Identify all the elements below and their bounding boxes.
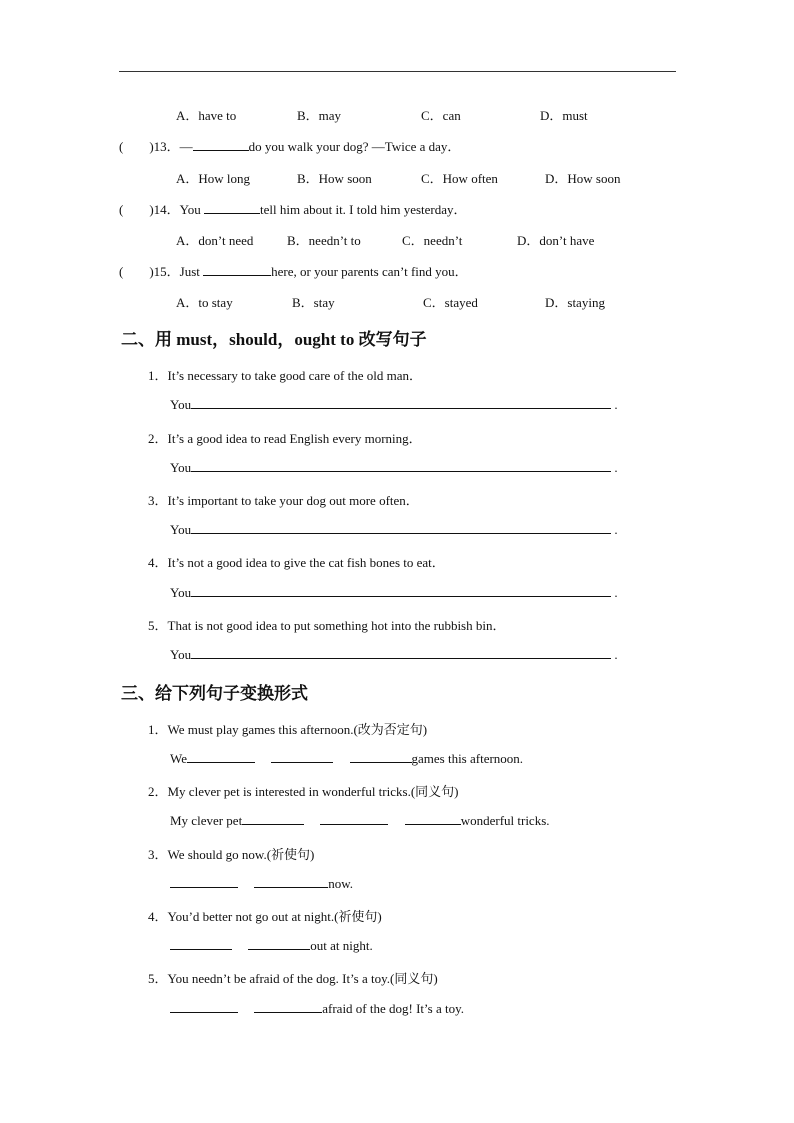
question-14-number: ( )14．You	[119, 202, 204, 217]
answer-end: .	[614, 397, 618, 412]
answer-prefix: My clever pet	[170, 813, 243, 828]
rewrite-question-5: 5．That is not good idea to put something hot into the rubbish bin．	[148, 618, 506, 633]
answer-prefix: You	[170, 647, 192, 662]
answer-prefix: We	[170, 751, 187, 766]
section-3-title: 三、给下列句子变换形式	[121, 684, 308, 703]
answer-prefix: You	[170, 397, 192, 412]
question-13-number: ( )13．—	[119, 139, 193, 154]
answer-suffix: afraid of the dog! It’s a toy.	[322, 1001, 464, 1016]
answer-blank[interactable]	[170, 937, 232, 950]
answer-blank[interactable]	[320, 812, 388, 825]
rewrite-question-2: 2．It’s a good idea to read English every morning．	[148, 431, 422, 446]
question-15	[119, 261, 468, 280]
answer-line[interactable]	[191, 396, 611, 409]
answer-blank[interactable]	[271, 750, 333, 763]
question-15-text: here, or your parents can’t find you．	[271, 264, 468, 279]
option-a: A．How long	[176, 171, 251, 186]
answer-blank[interactable]	[248, 937, 310, 950]
question-14	[119, 199, 467, 218]
answer-blank[interactable]	[405, 812, 461, 825]
answer-blank[interactable]	[204, 201, 260, 214]
transform-question-2: 2．My clever pet is interested in wonderful tricks.(同义句)	[148, 784, 459, 799]
option-c: C．stayed	[423, 295, 478, 310]
transform-question-3: 3．We should go now.(祈使句)	[148, 847, 315, 862]
transform-answer-5	[170, 1000, 464, 1017]
answer-end: .	[614, 522, 618, 537]
transform-answer-2	[170, 812, 550, 829]
rewrite-question-1: 1．It’s necessary to take good care of the old man．	[148, 368, 422, 383]
option-a: A．have to	[176, 108, 237, 123]
rewrite-answer-2	[170, 459, 618, 476]
rewrite-question-4: 4．It’s not a good idea to give the cat fish bones to eat．	[148, 555, 445, 570]
rewrite-answer-5	[170, 646, 618, 663]
answer-line[interactable]	[191, 521, 611, 534]
option-b: B．may	[297, 108, 342, 123]
answer-blank[interactable]	[350, 750, 412, 763]
option-b: B．stay	[292, 295, 335, 310]
question-13-text: do you walk your dog? —Twice a day．	[248, 139, 461, 154]
transform-answer-4	[170, 937, 373, 954]
question-13	[119, 136, 460, 155]
answer-end: .	[614, 585, 618, 600]
answer-line[interactable]	[191, 459, 611, 472]
answer-prefix: You	[170, 585, 192, 600]
option-c: C．can	[421, 108, 461, 123]
option-c: C．needn’t	[402, 233, 463, 248]
answer-blank[interactable]	[254, 1000, 322, 1013]
transform-answer-3	[170, 875, 353, 892]
option-d: D．don’t have	[517, 233, 595, 248]
transform-question-5: 5．You needn’t be afraid of the dog. It’s a toy.(同义句)	[148, 971, 438, 986]
answer-line[interactable]	[191, 646, 611, 659]
question-15-number: ( )15．Just	[119, 264, 204, 279]
option-d: D．must	[540, 108, 588, 123]
rewrite-question-3: 3．It’s important to take your dog out more often．	[148, 493, 419, 508]
answer-blank[interactable]	[254, 875, 328, 888]
rewrite-answer-4	[170, 584, 618, 601]
answer-line[interactable]	[191, 584, 611, 597]
answer-suffix: out at night.	[310, 938, 373, 953]
option-a: A．don’t need	[176, 233, 254, 248]
option-b: B．How soon	[297, 171, 372, 186]
answer-suffix: games this afternoon.	[411, 751, 524, 766]
answer-suffix: now.	[328, 876, 354, 891]
answer-end: .	[614, 460, 618, 475]
answer-blank[interactable]	[242, 812, 304, 825]
rewrite-answer-3	[170, 521, 618, 538]
option-d: D．staying	[545, 295, 605, 310]
option-b: B．needn’t to	[287, 233, 361, 248]
answer-blank[interactable]	[170, 875, 238, 888]
answer-end: .	[614, 647, 618, 662]
transform-question-1: 1．We must play games this afternoon.(改为否定句)	[148, 722, 428, 737]
transform-question-4: 4．You’d better not go out at night.(祈使句)	[148, 909, 382, 924]
option-c: C．How often	[421, 171, 498, 186]
answer-prefix: You	[170, 460, 192, 475]
option-d: D．How soon	[545, 171, 621, 186]
section-2-title: 二、用 must，should，ought to 改写句子	[121, 330, 427, 349]
answer-blank[interactable]	[170, 1000, 238, 1013]
answer-suffix: wonderful tricks.	[460, 813, 550, 828]
rewrite-answer-1	[170, 396, 618, 413]
option-a: A．to stay	[176, 295, 233, 310]
answer-prefix: You	[170, 522, 192, 537]
question-14-text: tell him about it. I told him yesterday．	[260, 202, 467, 217]
transform-answer-1	[170, 750, 523, 767]
answer-blank[interactable]	[203, 263, 271, 276]
answer-blank[interactable]	[193, 138, 249, 151]
header-rule	[119, 71, 676, 72]
answer-blank[interactable]	[187, 750, 255, 763]
